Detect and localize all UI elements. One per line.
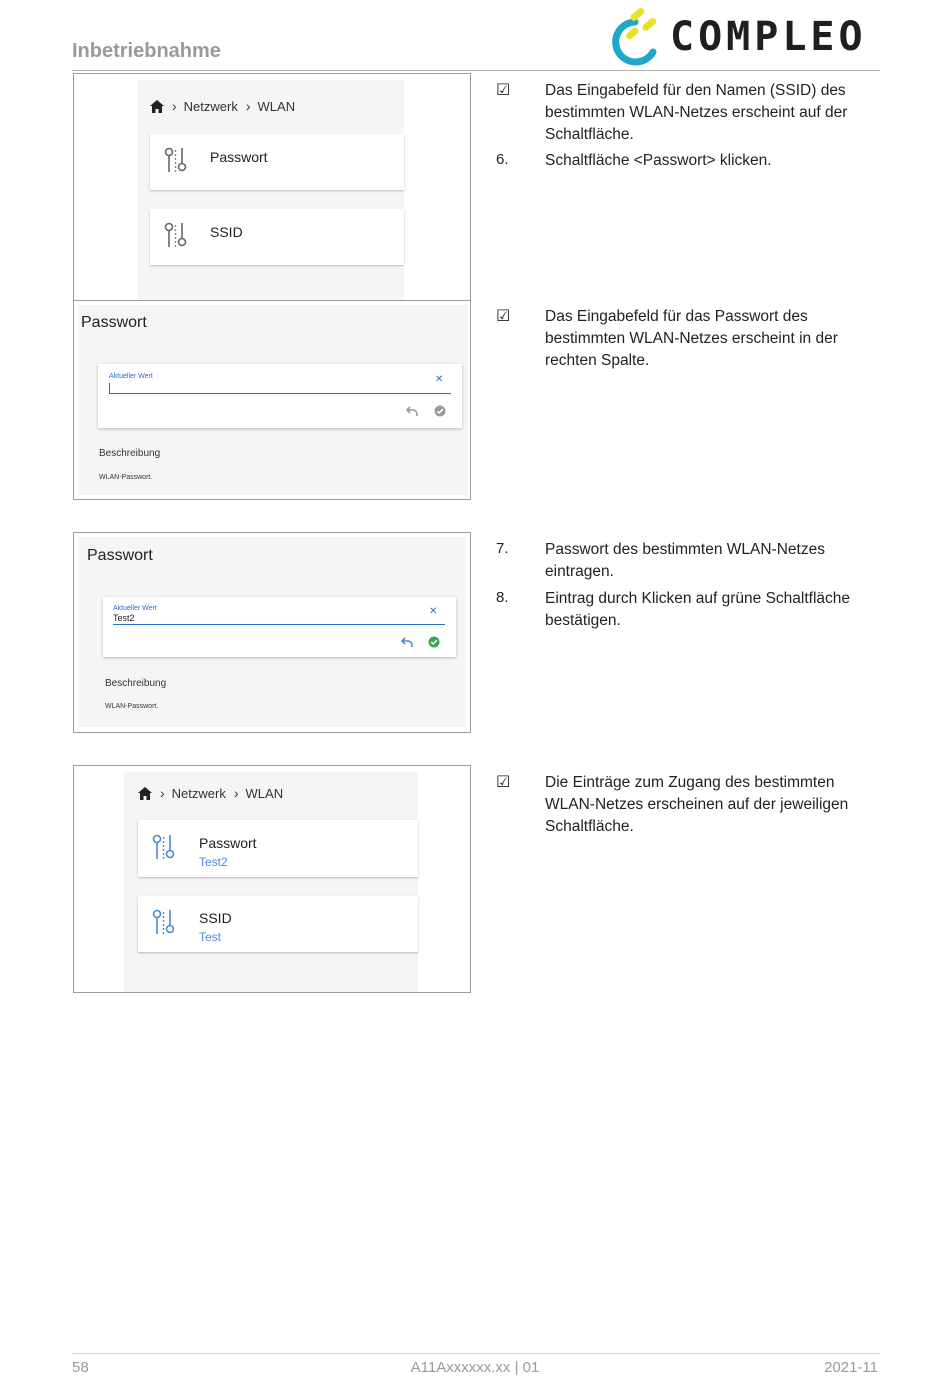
menu-item-passwort[interactable] bbox=[138, 820, 418, 877]
password-heading: Passwort bbox=[87, 547, 153, 564]
instruction-text: Die Einträge zum Zugang des bestimmten WLAN-Netzes erscheinen auf der jeweiligen Schaltfläche. bbox=[545, 774, 849, 835]
breadcrumb bbox=[138, 785, 283, 801]
chevron-right-icon: › bbox=[172, 98, 177, 114]
logo-text: COMPLEO bbox=[670, 14, 867, 60]
menu-item-ssid[interactable] bbox=[150, 209, 404, 265]
clear-icon[interactable]: ✕ bbox=[429, 606, 438, 617]
step-number: 8. bbox=[496, 589, 509, 606]
menu-item-title: Passwort bbox=[199, 835, 257, 851]
instruction-text: Schaltfläche <Passwort> klicken. bbox=[545, 152, 772, 169]
home-icon[interactable] bbox=[150, 100, 164, 113]
result-checkbox-icon: ☑ bbox=[496, 308, 511, 325]
home-icon[interactable] bbox=[138, 787, 152, 800]
description-text: WLAN-Passwort. bbox=[99, 474, 153, 481]
footer-divider bbox=[72, 1353, 880, 1354]
document-code: A11Axxxxxx.xx | 01 bbox=[410, 1359, 540, 1376]
step-number: 7. bbox=[496, 540, 509, 557]
document-date: 2021-11 bbox=[824, 1359, 878, 1376]
settings-sliders-icon bbox=[152, 834, 176, 860]
screenshot-menu-before bbox=[73, 73, 471, 301]
compleo-logo bbox=[605, 8, 870, 66]
screenshot-menu-after bbox=[73, 765, 471, 993]
chevron-right-icon: › bbox=[160, 785, 165, 801]
result-checkbox-icon: ☑ bbox=[496, 82, 511, 99]
menu-item-value: Test bbox=[199, 930, 222, 944]
menu-item-title: Passwort bbox=[210, 149, 268, 165]
confirm-icon[interactable] bbox=[428, 636, 440, 648]
description-label: Beschreibung bbox=[99, 448, 161, 459]
chevron-right-icon: › bbox=[245, 98, 251, 114]
compleo-logo-wordmark bbox=[670, 14, 867, 60]
screenshot-password-filled bbox=[73, 532, 471, 733]
instruction-text: Das Eingabefeld für den Namen (SSID) des bestimmten WLAN-Netzes erscheint auf der Schaltfläche. bbox=[545, 82, 848, 143]
chevron-right-icon: › bbox=[233, 785, 239, 801]
field-label: Aktueller Wert bbox=[113, 605, 157, 612]
description-text: WLAN-Passwort. bbox=[105, 703, 159, 710]
header-divider bbox=[72, 70, 880, 71]
settings-sliders-icon bbox=[164, 222, 188, 248]
settings-sliders-icon bbox=[152, 909, 176, 935]
password-input-card bbox=[103, 597, 456, 657]
compleo-logo-mark-icon bbox=[605, 8, 665, 66]
menu-item-ssid[interactable] bbox=[138, 896, 418, 952]
breadcrumb-item-netzwerk[interactable]: Netzwerk bbox=[183, 98, 238, 114]
clear-icon[interactable]: ✕ bbox=[435, 374, 444, 385]
description-label: Beschreibung bbox=[105, 678, 167, 689]
confirm-icon[interactable] bbox=[434, 405, 446, 417]
menu-item-title: SSID bbox=[199, 910, 232, 926]
input-underline bbox=[113, 624, 445, 625]
breadcrumb-item-wlan[interactable]: WLAN bbox=[245, 785, 284, 801]
settings-sliders-icon bbox=[164, 147, 188, 173]
menu-item-value: Test2 bbox=[199, 855, 228, 869]
breadcrumb-item-netzwerk[interactable]: Netzwerk bbox=[171, 785, 226, 801]
password-input-card bbox=[98, 364, 462, 428]
instruction-text: Passwort des bestimmten WLAN-Netzes eintragen. bbox=[545, 541, 825, 580]
instruction-text: Das Eingabefeld für das Passwort des bestimmten WLAN-Netzes erscheint in der rechten Spalte. bbox=[545, 308, 838, 369]
screenshot-password-empty bbox=[73, 300, 471, 500]
breadcrumb-item-wlan[interactable]: WLAN bbox=[257, 98, 296, 114]
input-underline bbox=[109, 393, 451, 394]
text-cursor bbox=[109, 383, 110, 393]
instruction-text: Eintrag durch Klicken auf grüne Schaltfläche bestätigen. bbox=[545, 590, 851, 629]
menu-item-passwort[interactable] bbox=[150, 134, 404, 190]
undo-icon[interactable] bbox=[406, 405, 418, 417]
password-input[interactable]: Test2 bbox=[113, 613, 135, 623]
result-checkbox-icon: ☑ bbox=[496, 774, 511, 791]
field-label: Aktueller Wert bbox=[109, 373, 153, 380]
section-title: Inbetriebnahme bbox=[72, 40, 221, 62]
menu-item-title: SSID bbox=[210, 224, 243, 240]
password-heading: Passwort bbox=[81, 314, 147, 331]
breadcrumb bbox=[150, 98, 295, 114]
undo-icon[interactable] bbox=[401, 636, 413, 648]
menu-panel bbox=[124, 772, 418, 992]
step-number: 6. bbox=[496, 151, 509, 168]
page-number: 58 bbox=[72, 1359, 89, 1376]
